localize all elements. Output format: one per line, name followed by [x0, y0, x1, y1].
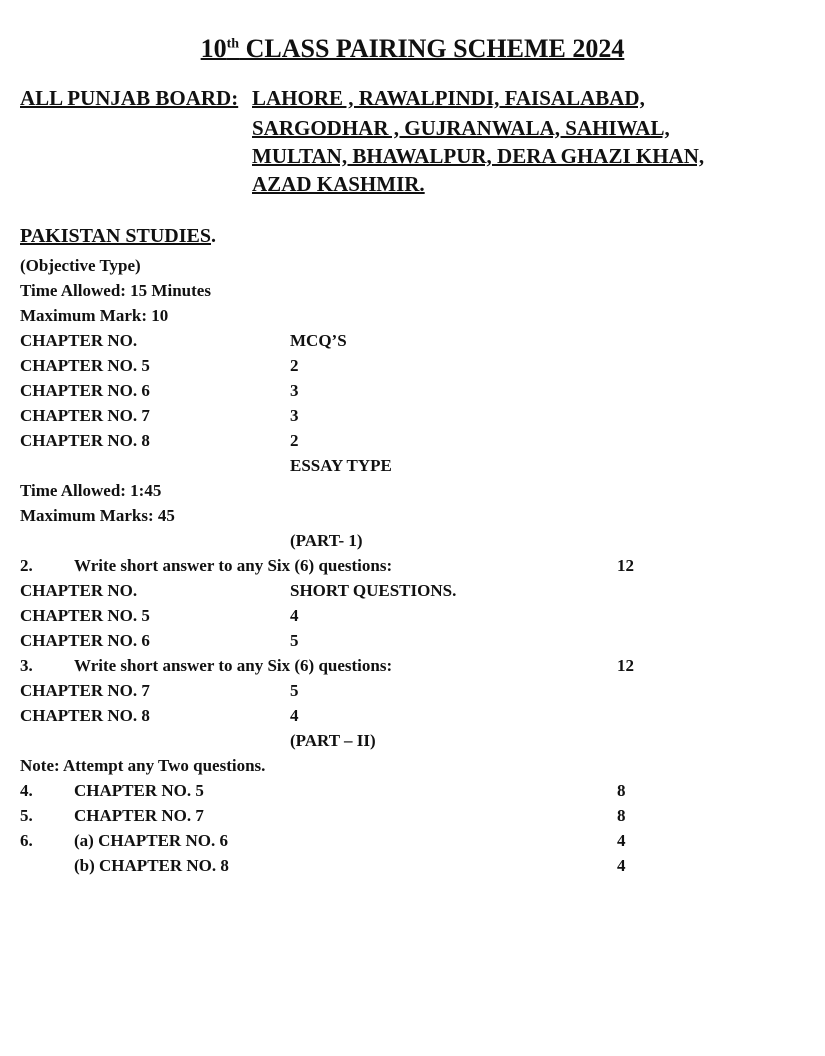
mcq-col-chapter-header: CHAPTER NO.: [20, 331, 138, 350]
short-row-chapter: CHAPTER NO. 8: [20, 706, 150, 725]
short-row-count: 5: [290, 631, 299, 650]
short-row-chapter: CHAPTER NO. 7: [20, 681, 150, 700]
board-city-line-1: LAHORE , RAWALPINDI, FAISALABAD,: [252, 86, 645, 110]
part-one-heading: (PART- 1): [290, 531, 363, 550]
question-number: 2.: [20, 556, 33, 575]
short-row-chapter: CHAPTER NO. 6: [20, 631, 150, 650]
question-marks: 12: [617, 556, 634, 575]
objective-time-allowed: Time Allowed: 15 Minutes: [20, 281, 211, 300]
long-question-marks: 4: [617, 831, 626, 850]
mcq-row-count: 3: [290, 381, 299, 400]
short-row-chapter: CHAPTER NO. 5: [20, 606, 150, 625]
essay-maximum-marks: Maximum Marks: 45: [20, 506, 175, 525]
subject-heading: [20, 225, 216, 248]
mcq-row-count: 3: [290, 406, 299, 425]
board-city-line-2: SARGODHAR , GUJRANWALA, SAHIWAL,: [252, 116, 670, 140]
page-title: [0, 34, 825, 64]
title-rest: CLASS PAIRING SCHEME 2024: [239, 34, 625, 63]
mcq-row-chapter: CHAPTER NO. 8: [20, 431, 150, 450]
long-question-text: CHAPTER NO. 7: [74, 806, 204, 825]
part-two-heading: (PART – II): [290, 731, 376, 750]
long-question-number: 6.: [20, 831, 33, 850]
board-city-line-3: MULTAN, BHAWALPUR, DERA GHAZI KHAN,: [252, 144, 705, 168]
mcq-row-chapter: CHAPTER NO. 5: [20, 356, 150, 375]
long-question-marks: 8: [617, 781, 626, 800]
mcq-row-chapter: CHAPTER NO. 7: [20, 406, 150, 425]
long-question-marks: 8: [617, 806, 626, 825]
essay-time-allowed: Time Allowed: 1:45: [20, 481, 162, 500]
board-city-line-4: AZAD KASHMIR.: [252, 172, 425, 196]
long-question-number: 5.: [20, 806, 33, 825]
board-label: ALL PUNJAB BOARD:: [20, 86, 239, 110]
mcq-row-count: 2: [290, 356, 299, 375]
long-question-number: 4.: [20, 781, 33, 800]
objective-type-label: (Objective Type): [20, 256, 141, 275]
question-text: Write short answer to any Six (6) questions:: [74, 556, 393, 575]
mcq-row-chapter: CHAPTER NO. 6: [20, 381, 150, 400]
short-col-count-header: SHORT QUESTIONS.: [290, 581, 457, 600]
title-prefix: 10: [200, 34, 227, 63]
title-superscript: th: [226, 36, 240, 52]
question-marks: 12: [617, 656, 634, 675]
subject-name: PAKISTAN STUDIES: [20, 225, 211, 247]
long-question-text: CHAPTER NO. 5: [74, 781, 204, 800]
short-row-count: 4: [290, 706, 299, 725]
question-number: 3.: [20, 656, 33, 675]
essay-type-heading: ESSAY TYPE: [290, 456, 392, 475]
long-question-marks: 4: [617, 856, 626, 875]
short-row-count: 5: [290, 681, 299, 700]
objective-maximum-mark: Maximum Mark: 10: [20, 306, 169, 325]
long-question-text: (a) CHAPTER NO. 6: [74, 831, 228, 850]
mcq-row-count: 2: [290, 431, 299, 450]
attempt-note: Note: Attempt any Two questions.: [20, 756, 266, 775]
long-question-text: (b) CHAPTER NO. 8: [74, 856, 229, 875]
mcq-col-count-header: MCQ’S: [290, 331, 347, 350]
subject-dot: .: [210, 225, 216, 247]
short-row-count: 4: [290, 606, 299, 625]
question-text: Write short answer to any Six (6) questions:: [74, 656, 393, 675]
short-col-chapter-header: CHAPTER NO.: [20, 581, 138, 600]
